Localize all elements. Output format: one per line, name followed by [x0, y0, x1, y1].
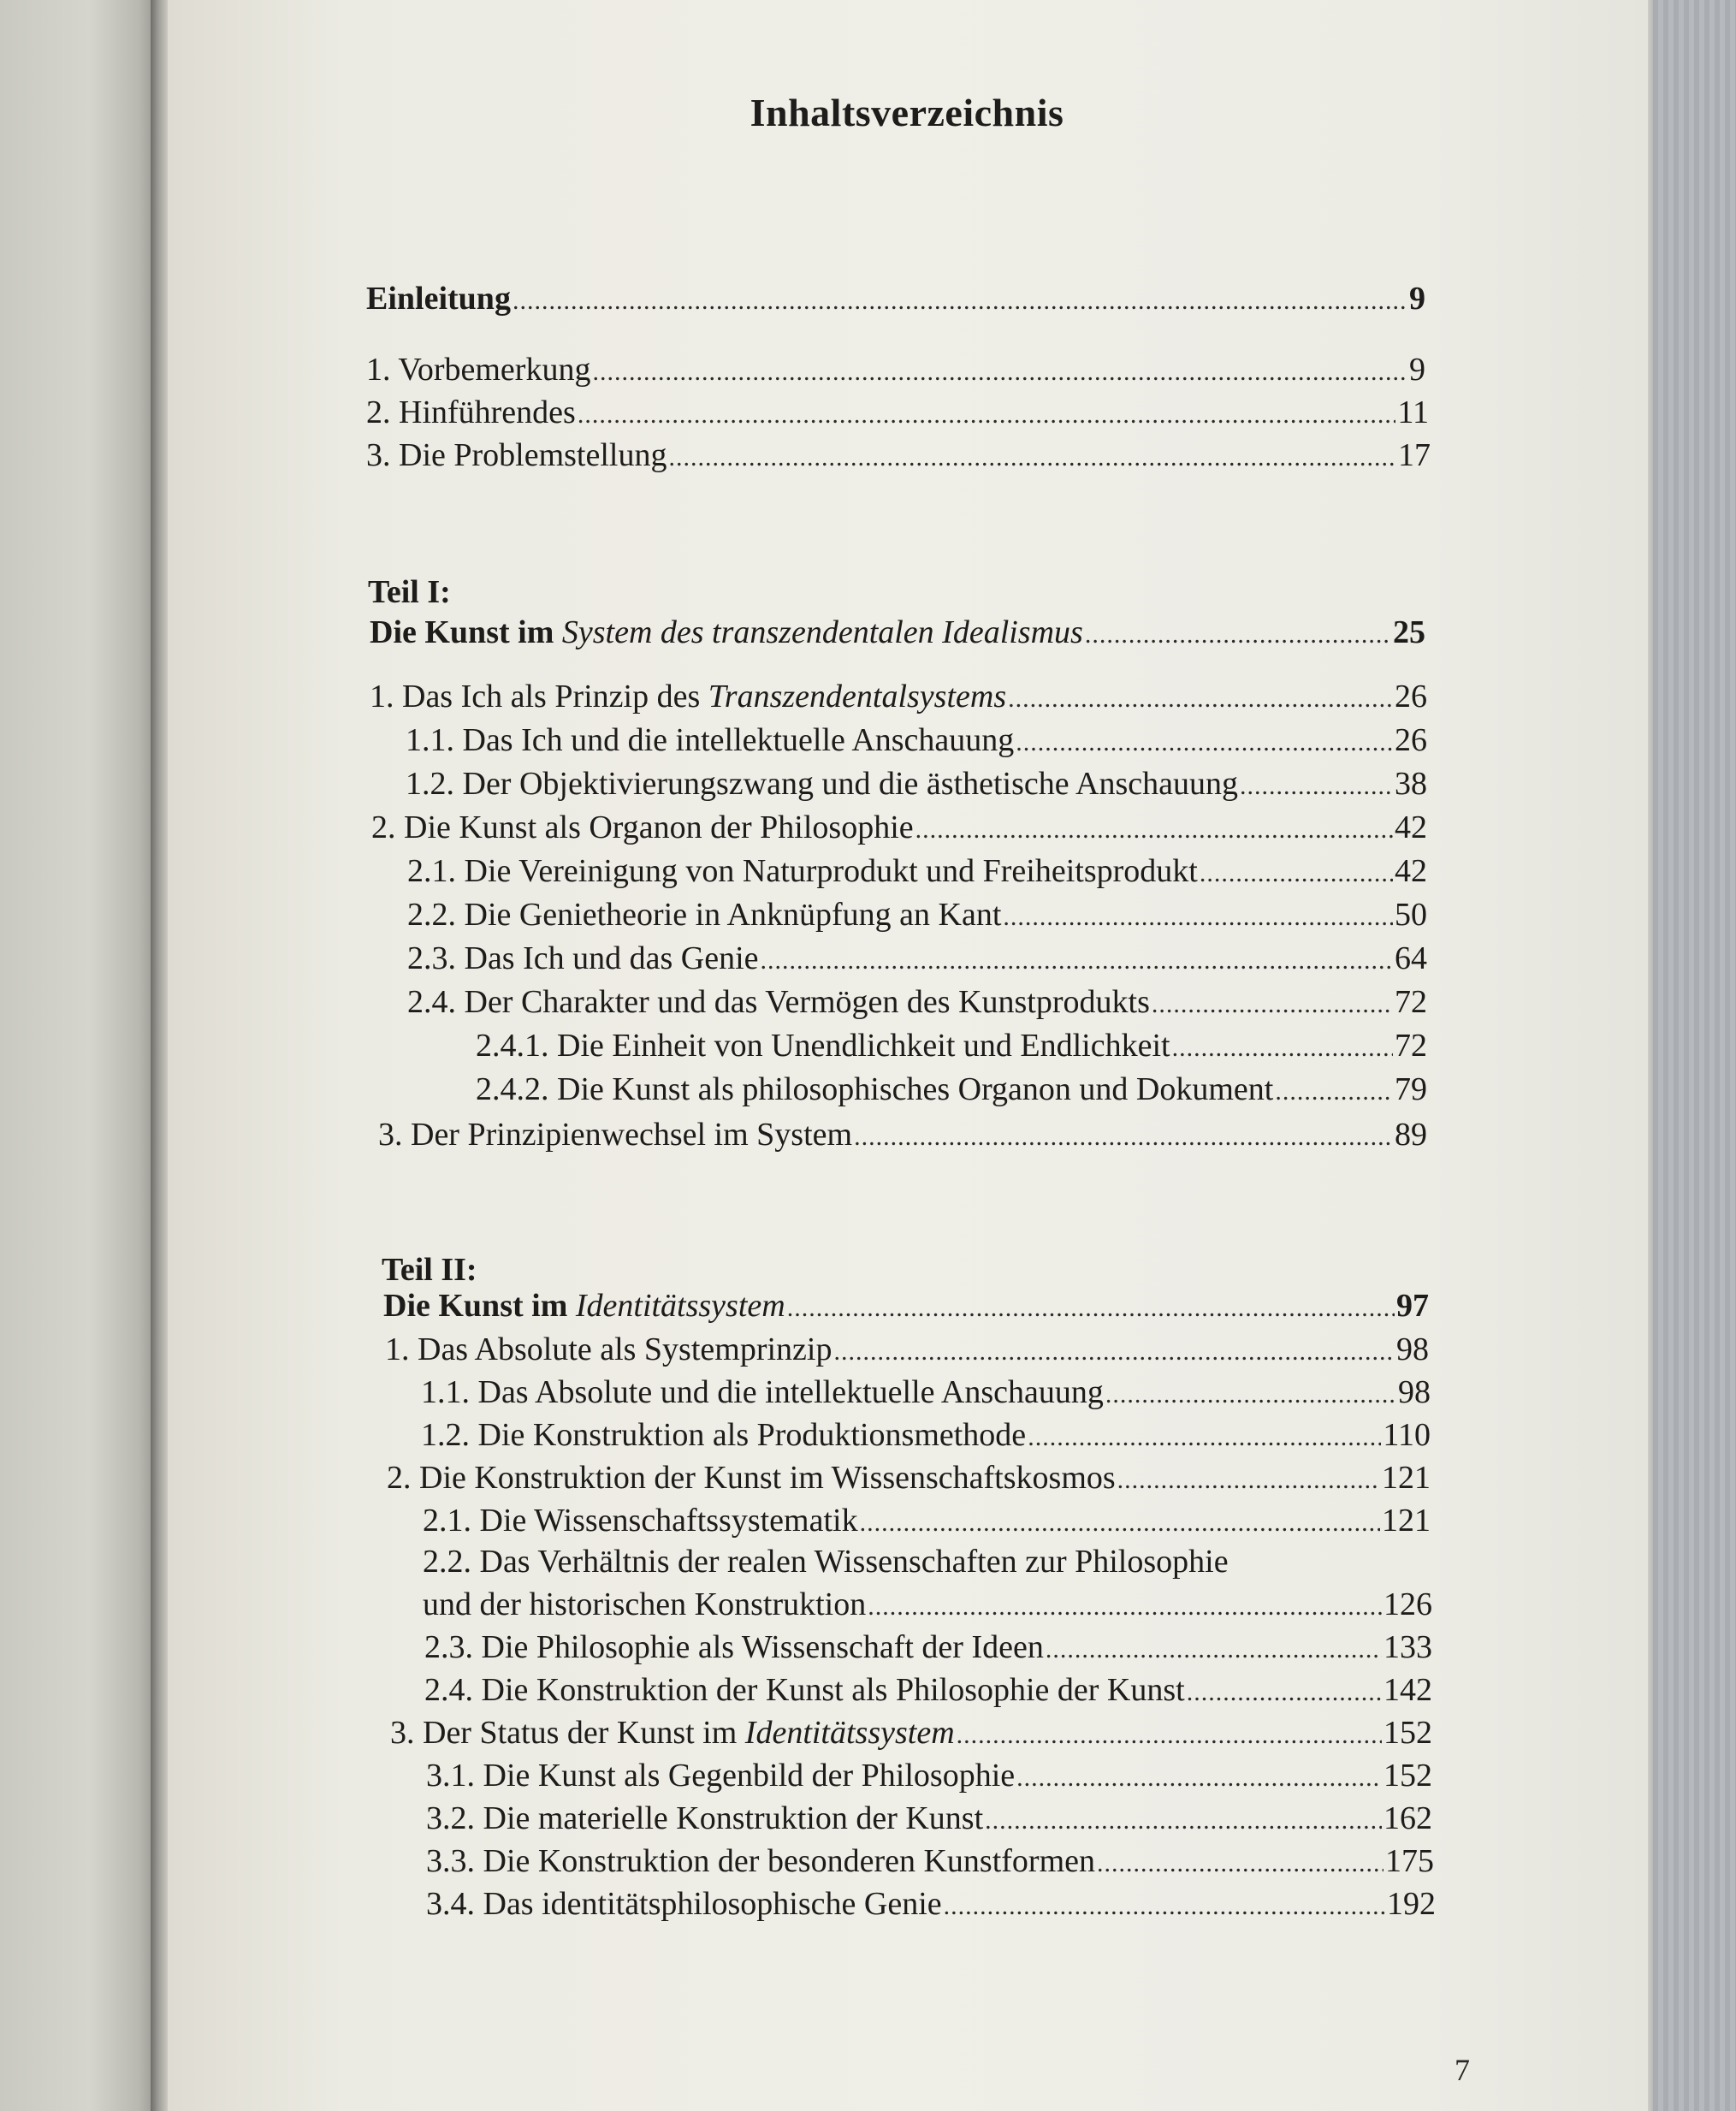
page-title: Inhaltsverzeichnis	[750, 91, 1064, 134]
toc-label: 2.1. Die Wissenschaftssystematik	[423, 1503, 858, 1539]
part-heading: Teil II:	[382, 1252, 477, 1288]
toc-page-number: 72	[1395, 984, 1427, 1020]
toc-entry	[371, 807, 1427, 851]
toc-label: 2.4.1. Die Einheit von Unendlichkeit und Endlichkeit	[476, 1028, 1170, 1064]
toc-label: 3.4. Das identitätsphilosophische Genie	[426, 1886, 942, 1922]
toc-page-number: 98	[1398, 1374, 1431, 1410]
toc-page-number: 133	[1383, 1629, 1432, 1665]
toc-label-line: 2.2. Das Verhältnis der realen Wissenschaften zur Philosophie	[423, 1544, 1229, 1580]
toc-entry	[421, 1372, 1431, 1415]
toc-label	[390, 1712, 955, 1753]
toc-entry	[424, 1669, 1432, 1713]
leader-dots	[1046, 1629, 1382, 1670]
toc-label	[370, 612, 1083, 653]
leader-dots	[860, 1503, 1380, 1544]
toc-label: 1.2. Der Objektivierungszwang und die ästhetische Anschauung	[406, 766, 1238, 802]
leader-dots	[1085, 614, 1391, 655]
toc-page-number: 89	[1395, 1117, 1427, 1153]
toc-label: 2.4. Der Charakter und das Vermögen des Kunstprodukts	[407, 984, 1150, 1020]
toc-page-number: 162	[1383, 1800, 1432, 1836]
leader-dots	[854, 1117, 1393, 1158]
leader-dots	[1016, 1758, 1382, 1799]
toc-entry	[366, 392, 1429, 436]
toc-label: 1. Vorbemerkung	[366, 352, 591, 388]
toc-label: 1.1. Das Ich und die intellektuelle Anschauung	[406, 722, 1015, 758]
toc-entry	[476, 1025, 1427, 1069]
toc-label: und der historischen Konstruktion	[423, 1586, 867, 1622]
toc-entry	[378, 1114, 1427, 1158]
leader-dots	[944, 1886, 1385, 1927]
toc-page-number: 121	[1382, 1460, 1431, 1496]
toc-label-italic: Transzendentalsystems	[708, 679, 1007, 715]
toc-label	[383, 1285, 785, 1326]
leader-dots	[578, 394, 1396, 436]
toc-page-number: 17	[1398, 437, 1431, 473]
toc-entry-einleitung	[366, 278, 1425, 322]
leader-dots	[1240, 766, 1393, 807]
page-number: 7	[1455, 2053, 1470, 2087]
toc-entry	[426, 1798, 1432, 1841]
toc-page-number: 42	[1395, 853, 1427, 889]
toc-page-number: 9	[1409, 281, 1425, 317]
toc-entry	[366, 435, 1431, 478]
toc-label: 3.2. Die materielle Konstruktion der Kunst	[426, 1800, 984, 1836]
toc-label: 3.1. Die Kunst als Gegenbild der Philosophie	[426, 1758, 1016, 1794]
toc-page-number: 9	[1409, 352, 1425, 388]
leader-dots	[833, 1331, 1395, 1373]
toc-label-text: 1. Das Ich als Prinzip des	[370, 679, 708, 715]
toc-entry	[407, 981, 1427, 1025]
leader-dots	[1275, 1071, 1393, 1112]
leader-dots	[668, 437, 1396, 478]
toc-label-text: 3. Der Status der Kunst im	[390, 1715, 745, 1751]
leader-dots	[592, 352, 1407, 393]
toc-page-number: 126	[1383, 1586, 1432, 1622]
toc-label	[370, 676, 1006, 717]
toc-label: 2.4.2. Die Kunst als philosophisches Organon und Dokument	[476, 1071, 1274, 1107]
leader-dots	[513, 281, 1407, 322]
toc-label: 2.4. Die Konstruktion der Kunst als Philosophie der Kunst	[424, 1672, 1185, 1708]
toc-page-number: 98	[1396, 1331, 1429, 1367]
leader-dots	[1097, 1843, 1383, 1884]
toc-label: 3. Der Prinzipienwechsel im System	[378, 1117, 853, 1153]
toc-entry	[370, 676, 1427, 720]
toc-entry-part-title	[370, 612, 1425, 655]
toc-entry	[406, 720, 1427, 763]
toc-label: 3. Die Problemstellung	[366, 437, 667, 473]
toc-label-text: Die Kunst im	[370, 614, 562, 650]
toc-label-italic: System des transzendentalen Idealismus	[561, 614, 1083, 650]
toc-page-number: 11	[1397, 394, 1429, 430]
toc-entry	[366, 349, 1425, 393]
toc-label: 2. Die Kunst als Organon der Philosophie	[371, 809, 914, 845]
toc-label: 2.2. Die Genietheorie in Anknüpfung an Kant	[407, 897, 1002, 933]
toc-page-number: 142	[1383, 1672, 1432, 1708]
leader-dots	[1105, 1374, 1396, 1415]
toc-page-number: 152	[1383, 1758, 1432, 1794]
toc-entry	[424, 1627, 1432, 1670]
leader-dots	[1117, 1460, 1380, 1501]
toc-entry	[423, 1500, 1431, 1544]
toc-label: 2. Die Konstruktion der Kunst im Wissenschaftskosmos	[387, 1460, 1116, 1496]
toc-page-number: 97	[1396, 1288, 1429, 1324]
toc-page-number: 110	[1383, 1417, 1431, 1453]
toc-label-italic: Identitätssystem	[744, 1715, 955, 1751]
toc-entry	[407, 851, 1427, 894]
toc-page-number: 26	[1395, 722, 1427, 758]
toc-page-number: 26	[1395, 679, 1427, 715]
toc-label: 2. Hinführendes	[366, 394, 576, 430]
toc-label-text: Die Kunst im	[383, 1288, 576, 1324]
toc-label: 2.3. Das Ich und das Genie	[407, 940, 759, 976]
toc-label: 3.3. Die Konstruktion der besonderen Kunstformen	[426, 1843, 1096, 1879]
leader-dots	[1028, 1417, 1381, 1458]
part-heading: Teil I:	[368, 574, 451, 610]
leader-dots	[985, 1800, 1382, 1841]
leader-dots	[1200, 853, 1393, 894]
leader-dots	[957, 1715, 1382, 1756]
leader-dots	[787, 1288, 1395, 1329]
toc-entry	[426, 1883, 1436, 1927]
leader-dots	[1008, 679, 1393, 720]
toc-page-number: 175	[1385, 1843, 1434, 1879]
leader-dots	[1172, 1028, 1393, 1069]
toc-entry-part-title	[383, 1285, 1429, 1329]
toc-entry	[423, 1584, 1432, 1628]
toc-entry	[406, 763, 1427, 807]
toc-label: Einleitung	[366, 281, 511, 317]
toc-label: 2.1. Die Vereinigung von Naturprodukt und Freiheitsprodukt	[407, 853, 1198, 889]
toc-page-number: 72	[1395, 1028, 1427, 1064]
toc-page-number: 79	[1395, 1071, 1427, 1107]
toc-label: 1. Das Absolute als Systemprinzip	[385, 1331, 832, 1367]
toc-page-number: 121	[1382, 1503, 1431, 1539]
toc-page-number: 42	[1395, 809, 1427, 845]
toc-entry	[385, 1329, 1429, 1373]
toc-label: 1.1. Das Absolute und die intellektuelle Anschauung	[421, 1374, 1104, 1410]
toc-entry	[421, 1414, 1431, 1458]
toc-entry	[426, 1755, 1432, 1799]
toc-page-number: 50	[1395, 897, 1427, 933]
toc-page-number: 25	[1393, 614, 1425, 650]
toc-page-number: 152	[1383, 1715, 1432, 1751]
toc-label: 1.2. Die Konstruktion als Produktionsmethode	[421, 1417, 1027, 1453]
toc-entry	[407, 894, 1427, 938]
toc-page-number: 64	[1395, 940, 1427, 976]
toc-label: 2.3. Die Philosophie als Wissenschaft der Ideen	[424, 1629, 1044, 1665]
toc-entry	[407, 938, 1427, 981]
toc-page-number: 38	[1395, 766, 1427, 802]
toc-entry	[390, 1712, 1432, 1756]
leader-dots	[1152, 984, 1393, 1025]
toc-entry	[387, 1457, 1431, 1501]
toc-entry	[426, 1841, 1434, 1884]
leader-dots	[1187, 1672, 1382, 1713]
leader-dots	[915, 809, 1393, 851]
leader-dots	[761, 940, 1393, 981]
leader-dots	[1003, 897, 1393, 938]
toc-page-number: 192	[1387, 1886, 1436, 1922]
toc-label-italic: Identitätssystem	[575, 1288, 785, 1324]
leader-dots	[868, 1586, 1382, 1628]
leader-dots	[1016, 722, 1393, 763]
toc-entry	[476, 1069, 1427, 1112]
